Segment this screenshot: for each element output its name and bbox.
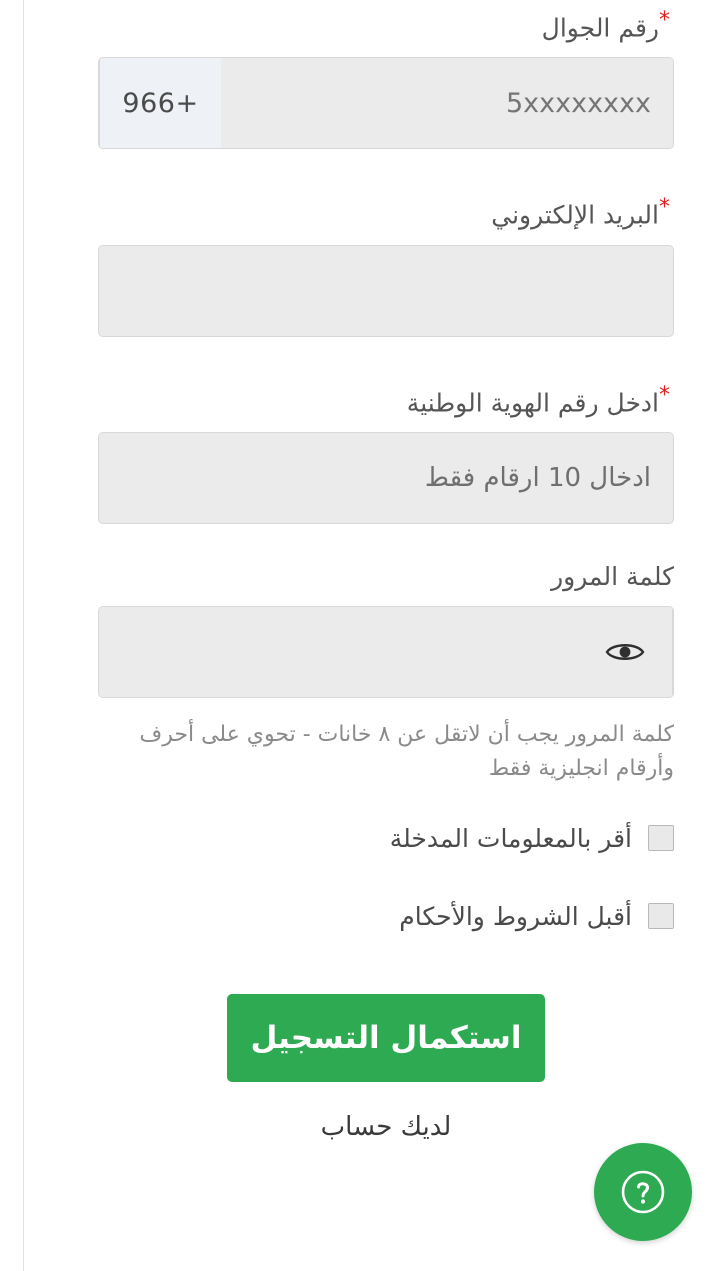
- password-hint: كلمة المرور يجب أن لاتقل عن ٨ خانات - تحوي على أحرف وأرقام انجليزية فقط: [139, 721, 674, 782]
- confirm-info-label: أقر بالمعلومات المدخلة: [389, 823, 632, 853]
- checkbox-icon[interactable]: [648, 903, 674, 929]
- email-input[interactable]: [98, 245, 674, 337]
- password-input-group: [98, 606, 674, 698]
- phone-country-prefix: +966: [99, 58, 221, 148]
- password-field: [98, 562, 674, 786]
- complete-registration-button[interactable]: استكمال التسجيل: [227, 994, 545, 1082]
- spacer: [98, 524, 674, 562]
- existing-account-link[interactable]: لديك حساب: [320, 1112, 452, 1143]
- phone-label: [98, 8, 674, 57]
- phone-required-marker: *: [659, 8, 670, 33]
- password-label: كلمة المرور: [551, 561, 674, 591]
- national-id-input[interactable]: [98, 432, 674, 524]
- phone-input-group: [98, 57, 674, 149]
- email-field: [98, 195, 674, 336]
- help-fab-button[interactable]: [594, 1143, 692, 1241]
- confirm-info-checkbox-row[interactable]: [98, 812, 674, 864]
- accept-terms-checkbox-row[interactable]: [98, 890, 674, 942]
- national-id-label: [98, 383, 674, 432]
- login-link-row: [98, 1082, 674, 1142]
- phone-label-text: رقم الجوال: [541, 13, 659, 43]
- email-required-marker: *: [659, 195, 670, 221]
- national-id-required-marker: *: [659, 382, 670, 408]
- registration-card: [25, 0, 720, 1271]
- question-mark-icon: [620, 1169, 666, 1215]
- page-left-rail: [0, 0, 24, 1271]
- spacer: [98, 786, 674, 812]
- password-input[interactable]: [99, 607, 577, 697]
- email-label: [98, 195, 674, 244]
- national-id-label-text: ادخل رقم الهوية الوطنية: [406, 387, 659, 417]
- national-id-field: [98, 383, 674, 524]
- spacer: [98, 864, 674, 890]
- email-label-text: البريد الإلكتروني: [491, 200, 659, 230]
- checkbox-icon[interactable]: [648, 825, 674, 851]
- registration-form: [98, 0, 674, 1142]
- spacer: [98, 149, 674, 195]
- accept-terms-label: أقبل الشروط والأحكام: [399, 901, 632, 931]
- spacer: [98, 337, 674, 383]
- phone-input[interactable]: [221, 58, 673, 148]
- submit-row: [98, 942, 674, 1082]
- phone-field: [98, 8, 674, 149]
- eye-icon[interactable]: [577, 607, 673, 697]
